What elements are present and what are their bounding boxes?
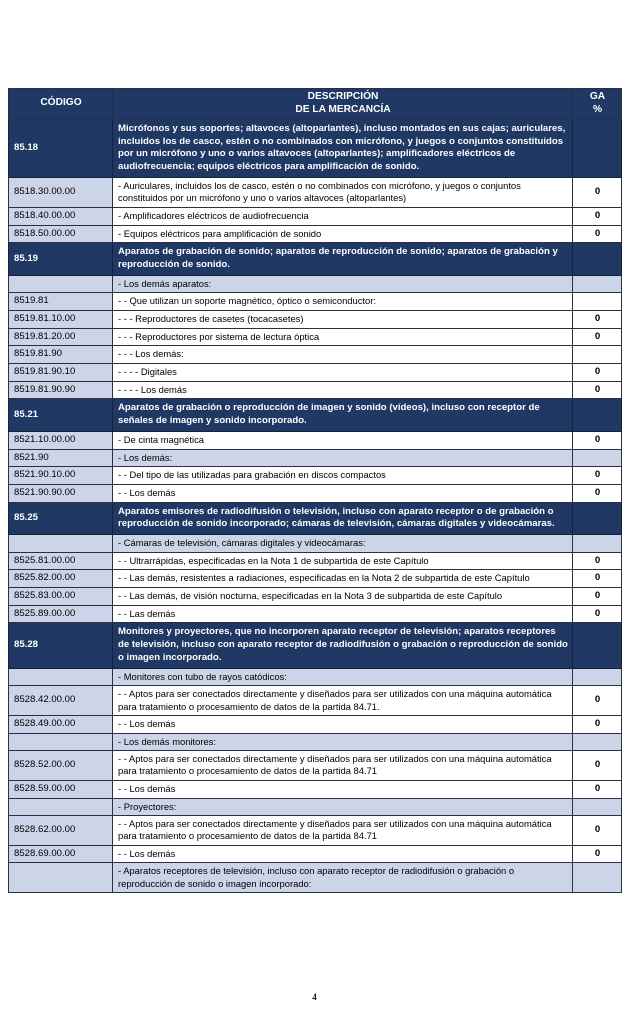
cell-ga: 0 (573, 484, 622, 502)
cell-code: 8528.69.00.00 (9, 845, 113, 863)
cell-code: 85.28 (9, 623, 113, 669)
cell-ga (573, 668, 622, 685)
cell-description: - - - Reproductores de casetes (tocacasetes) (113, 310, 573, 328)
table-row (9, 605, 622, 623)
cell-ga: 0 (573, 845, 622, 863)
cell-code: 8528.62.00.00 (9, 815, 113, 845)
cell-description: - Los demás aparatos: (113, 275, 573, 292)
cell-code (9, 535, 113, 552)
cell-description: - - - - Los demás (113, 381, 573, 399)
cell-ga: 0 (573, 587, 622, 605)
table-row (9, 363, 622, 381)
cell-code: 8519.81.10.00 (9, 310, 113, 328)
table-row (9, 310, 622, 328)
cell-code: 85.18 (9, 119, 113, 177)
table-row (9, 207, 622, 225)
cell-ga (573, 863, 622, 893)
table-row (9, 845, 622, 863)
cell-ga: 0 (573, 381, 622, 399)
column-header-description (113, 89, 573, 120)
cell-code: 8528.49.00.00 (9, 716, 113, 734)
column-header-ga-line2: % (592, 103, 603, 115)
cell-code: 8521.90.10.00 (9, 467, 113, 485)
table-row (9, 716, 622, 734)
table-row (9, 449, 622, 467)
cell-code: 8519.81.20.00 (9, 328, 113, 346)
cell-code: 8528.52.00.00 (9, 751, 113, 781)
table-row (9, 243, 622, 276)
table-row (9, 431, 622, 449)
cell-description: - Auriculares, incluidos los de casco, estén o no combinados con micrófono, y juegos o conjuntos constituidos por un micrófono y uno o varios altavoces (altoparlantes) (113, 178, 573, 208)
cell-description: - Los demás monitores: (113, 733, 573, 750)
cell-code: 85.21 (9, 399, 113, 432)
cell-description: - - Aptos para ser conectados directamente y diseñados para ser utilizados con una máquina automática para tratamiento o procesamiento de datos de la partida 84.71 (113, 815, 573, 845)
table-row (9, 346, 622, 364)
cell-code: 8518.50.00.00 (9, 225, 113, 243)
cell-description: - - Los demás (113, 716, 573, 734)
cell-description: - Equipos eléctricos para amplificación de sonido (113, 225, 573, 243)
cell-ga: 0 (573, 310, 622, 328)
cell-code: 8525.89.00.00 (9, 605, 113, 623)
column-header-ga (573, 89, 622, 120)
cell-description: - - Los demás (113, 484, 573, 502)
cell-ga (573, 346, 622, 364)
cell-description: - Amplificadores eléctricos de audiofrecuencia (113, 207, 573, 225)
table-row (9, 502, 622, 535)
cell-ga: 0 (573, 207, 622, 225)
cell-code: 8525.81.00.00 (9, 552, 113, 570)
cell-code: 85.19 (9, 243, 113, 276)
table-row (9, 798, 622, 815)
cell-ga (573, 535, 622, 552)
cell-description: - - Que utilizan un soporte magnético, óptico o semiconductor: (113, 293, 573, 311)
cell-description: - Monitores con tubo de rayos catódicos: (113, 668, 573, 685)
cell-code: 8525.83.00.00 (9, 587, 113, 605)
cell-ga: 0 (573, 686, 622, 716)
cell-ga: 0 (573, 605, 622, 623)
cell-description: - - Del tipo de las utilizadas para grabación en discos compactos (113, 467, 573, 485)
cell-description: - - Los demás (113, 780, 573, 798)
cell-description: - - Aptos para ser conectados directamente y diseñados para ser utilizados con una máquina automática para tratamiento o procesamiento de datos de la partida 84.71 (113, 751, 573, 781)
cell-code: 8519.81.90.90 (9, 381, 113, 399)
table-row (9, 484, 622, 502)
cell-description: Aparatos emisores de radiodifusión o televisión, incluso con aparato receptor o de grabación o reproducción de sonido incorporado; cámaras de televisión, cámaras digitales y videocámaras. (113, 502, 573, 535)
cell-code: 8528.59.00.00 (9, 780, 113, 798)
cell-description: Micrófonos y sus soportes; altavoces (altoparlantes), incluso montados en sus cajas; auriculares, incluidos los de casco, estén o no combinados con micrófono, y juegos o conjuntos constituidos por un micrófono y uno o varios altavoces (altoparlantes); amplificadores eléctricos de audiofrecuencia; equipos eléctricos para amplificación de sonido. (113, 119, 573, 177)
table-row (9, 668, 622, 685)
cell-ga: 0 (573, 363, 622, 381)
cell-ga (573, 733, 622, 750)
cell-ga: 0 (573, 552, 622, 570)
cell-ga (573, 399, 622, 432)
table-row (9, 535, 622, 552)
cell-description: - Cámaras de televisión, cámaras digitales y videocámaras: (113, 535, 573, 552)
cell-code: 8519.81.90 (9, 346, 113, 364)
page-number: 4 (312, 992, 317, 1002)
cell-description: - - Ultrarrápidas, especificadas en la Nota 1 de subpartida de este Capítulo (113, 552, 573, 570)
cell-ga: 0 (573, 716, 622, 734)
table-row (9, 293, 622, 311)
cell-code: 8521.90 (9, 449, 113, 467)
table-row (9, 733, 622, 750)
cell-ga: 0 (573, 751, 622, 781)
table-row (9, 119, 622, 177)
cell-description: - De cinta magnética (113, 431, 573, 449)
cell-ga (573, 502, 622, 535)
cell-description: - - Las demás, resistentes a radiaciones, especificadas en la Nota 2 de subpartida de este Capítulo (113, 570, 573, 588)
table-row (9, 751, 622, 781)
cell-code: 8519.81 (9, 293, 113, 311)
table-row (9, 225, 622, 243)
header-row (9, 89, 622, 120)
table-row (9, 467, 622, 485)
cell-code: 8528.42.00.00 (9, 686, 113, 716)
cell-ga (573, 243, 622, 276)
column-header-description-line2: DE LA MERCANCÍA (295, 103, 391, 115)
cell-description: - - - - Digitales (113, 363, 573, 381)
cell-ga: 0 (573, 178, 622, 208)
cell-code: 8521.10.00.00 (9, 431, 113, 449)
table-row (9, 780, 622, 798)
table-row (9, 815, 622, 845)
table-row (9, 587, 622, 605)
cell-ga (573, 798, 622, 815)
cell-code: 8518.40.00.00 (9, 207, 113, 225)
cell-description: Monitores y proyectores, que no incorporen aparato receptor de televisión; aparatos receptores de televisión, incluso con aparato receptor de radiodifusión o grabación o reproducción de sonido o imagen incorporado. (113, 623, 573, 669)
table-row (9, 275, 622, 292)
table-header (9, 89, 622, 120)
cell-description: - - Los demás (113, 845, 573, 863)
cell-ga: 0 (573, 570, 622, 588)
cell-code (9, 798, 113, 815)
cell-description: - - Aptos para ser conectados directamente y diseñados para ser utilizados con una máquina automática para tratamiento o procesamiento de datos de la partida 84.71. (113, 686, 573, 716)
column-header-ga-line1: GA (589, 91, 606, 102)
cell-code (9, 275, 113, 292)
cell-code (9, 863, 113, 893)
cell-description: - Aparatos receptores de televisión, incluso con aparato receptor de radiodifusión o grabación o reproducción de sonido o imagen incorporado: (113, 863, 573, 893)
cell-description: Aparatos de grabación o reproducción de imagen y sonido (vídeos), incluso con receptor de señales de imagen y sonido incorporado. (113, 399, 573, 432)
table-row (9, 381, 622, 399)
table-body (9, 119, 622, 893)
cell-ga: 0 (573, 431, 622, 449)
cell-ga (573, 293, 622, 311)
cell-description: - - - Los demás: (113, 346, 573, 364)
cell-code: 8518.30.00.00 (9, 178, 113, 208)
cell-ga: 0 (573, 225, 622, 243)
table-row (9, 686, 622, 716)
table-row (9, 399, 622, 432)
table-row (9, 623, 622, 669)
column-header-description-line1: DESCRIPCIÓN (307, 91, 379, 102)
cell-code: 85.25 (9, 502, 113, 535)
table-row (9, 178, 622, 208)
cell-code (9, 733, 113, 750)
cell-ga: 0 (573, 815, 622, 845)
cell-description: - Los demás: (113, 449, 573, 467)
cell-code: 8525.82.00.00 (9, 570, 113, 588)
cell-ga (573, 275, 622, 292)
cell-code: 8521.90.90.00 (9, 484, 113, 502)
cell-code (9, 668, 113, 685)
column-header-code: CÓDIGO (9, 89, 113, 120)
tariff-table (8, 88, 622, 893)
table-row (9, 552, 622, 570)
cell-description: - - Las demás, de visión nocturna, especificadas en la Nota 3 de subpartida de este Capítulo (113, 587, 573, 605)
table-row (9, 328, 622, 346)
cell-code: 8519.81.90.10 (9, 363, 113, 381)
cell-description: - Proyectores: (113, 798, 573, 815)
cell-ga (573, 119, 622, 177)
table-row (9, 863, 622, 893)
cell-description: Aparatos de grabación de sonido; aparatos de reproducción de sonido; aparatos de grabación y reproducción de sonido. (113, 243, 573, 276)
table-row (9, 570, 622, 588)
cell-ga (573, 449, 622, 467)
cell-description: - - - Reproductores por sistema de lectura óptica (113, 328, 573, 346)
cell-ga: 0 (573, 780, 622, 798)
cell-ga: 0 (573, 328, 622, 346)
cell-description: - - Las demás (113, 605, 573, 623)
cell-ga: 0 (573, 467, 622, 485)
cell-ga (573, 623, 622, 669)
